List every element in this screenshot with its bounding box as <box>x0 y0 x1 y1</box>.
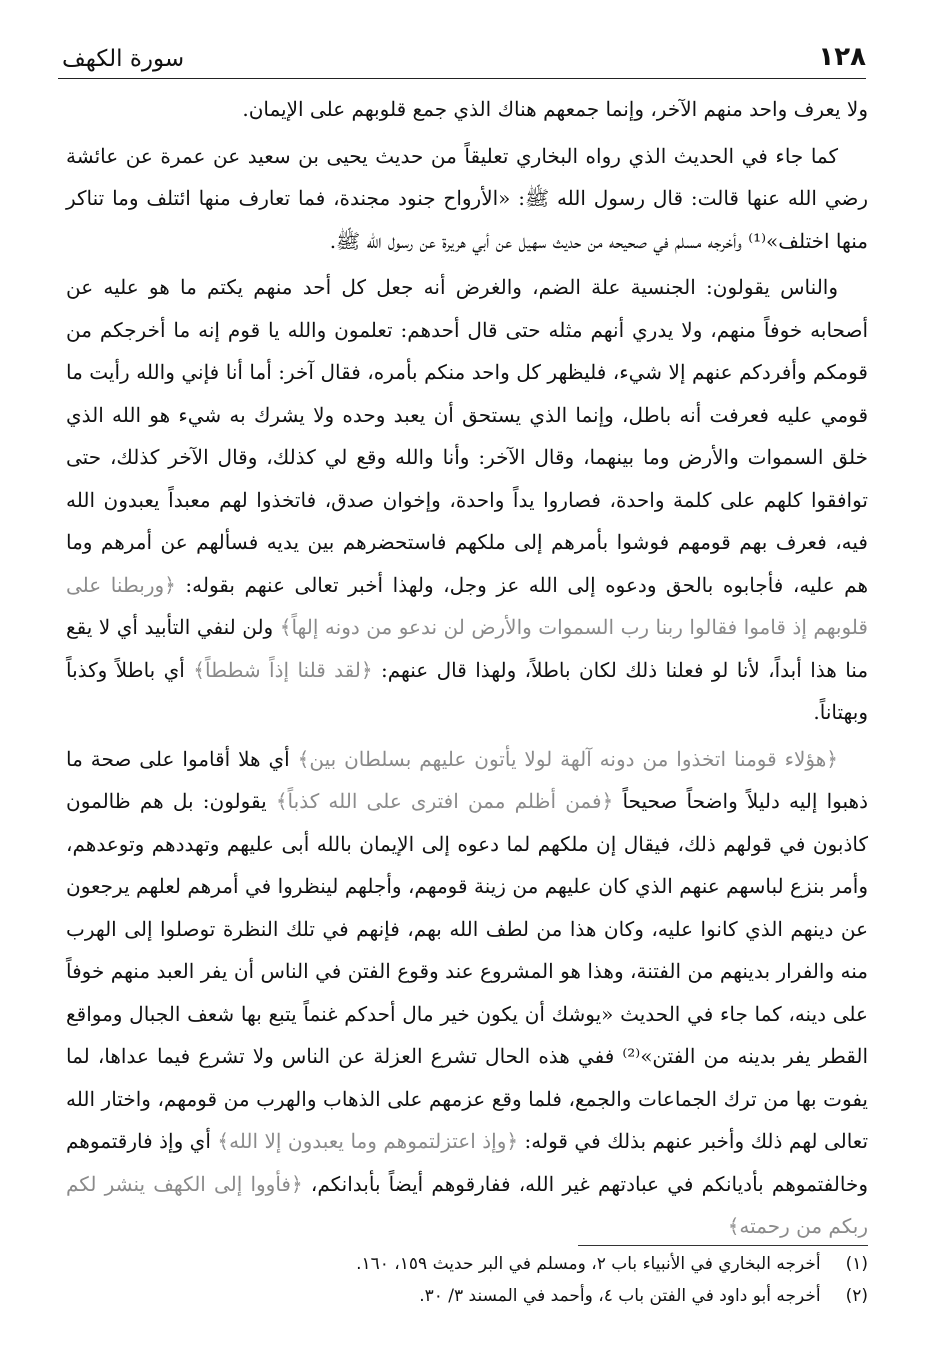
quran-quote: ﴿وربطنا على قلوبهم إذ قاموا فقالوا ربنا رب السموات والأرض لن ندعو من دونه إلهاً﴾ <box>66 572 868 639</box>
main-text <box>66 88 868 1252</box>
paragraph-4-text-b: يقولون: بل هم ظالمون كاذبون في قولهم ذلك، فيقال إن ملكهم لما دعوه إلى الإيمان بالله أبى عليهم وتهددهم وتوعدهم، وأمر بنزع لباسهم عنهم الذي كان عليهم من زينة قومهم، وأجلهم لينظروا في أمرهم لعلهم يرجعون عن دينهم الذي كانوا عليه، وكان هذا من لطف الله بهم، فإنهم في تلك النظرة توصلوا إلى الهرب منه والفرار بدينهم من الفتنة، وهذا هو المشروع عند وقوع الفتن في الناس أن يفر العبد منهم خوفاً على دينه، كما جاء في الحديث «يوشك أن يكون خير مال أحدكم غنماً يتبع بها شعف الجبال ومواقع القطر يفر بدينه من الفتن»⁽²⁾ ففي هذه الحال تشرع العزلة عن الناس ولا تشرع فيما عداها، لما يفوت بها من ترك الجماعات والجمع، فلما وقع عزمهم على الذهاب والهرب من قومهم، واختار الله تعالى لهم ذلك وأخبر عنهم بذلك في قوله: <box>66 789 869 1153</box>
footnote-2 <box>64 1280 868 1312</box>
surah-title: سورة الكهف <box>62 46 185 72</box>
footnote-number: (٢) <box>845 1286 868 1306</box>
paragraph-2-text: كما جاء في الحديث الذي رواه البخاري تعليقاً من حديث يحيى بن سعيد عن عمرة عن عائشة رضي الله عنها قالت: قال رسول الله ﷺ: «الأرواح جنود مجندة، فما تعارف منها ائتلف وما تناكر منها اختلف»⁽¹⁾ وأخرجه مسلم في صحيحه من حديث سهيل عن أبي هريرة عن رسول الله ﷺ. <box>66 143 868 253</box>
paragraph-4 <box>66 738 868 1248</box>
quran-quote: ﴿وإذ اعتزلتموهم وما يعبدون إلا الله﴾ <box>217 1129 519 1153</box>
footnotes <box>64 1245 868 1312</box>
page-header <box>58 40 866 79</box>
quran-quote: ﴿فمن أظلم ممن افترى على الله كذباً﴾ <box>275 789 614 813</box>
paragraph-3-text-c: أي باطلاً وكذباً وبهتاناً. <box>66 657 868 724</box>
quran-quote: ﴿لقد قلنا إذاً شططاً﴾ <box>193 657 373 682</box>
footnote-number: (١) <box>845 1254 868 1274</box>
quran-quote: ﴿فأووا إلى الكهف ينشر لكم ربكم من رحمته﴾ <box>66 1171 868 1238</box>
paragraph-1-text: ولا يعرف واحد منهم الآخر، وإنما جمعهم هناك الذي جمع قلوبهم على الإيمان. <box>242 97 868 121</box>
paragraph-4-text-c: أي وإذ فارقتموهم وخالفتموهم بأديانكم في عبادتهم غير الله، ففارقوهم أيضاً بأبدانكم، <box>66 1129 869 1196</box>
paragraph-4-text-a: أي هلا أقاموا على صحة ما ذهبوا إليه دليلاً واضحاً صحيحاً <box>66 746 868 813</box>
footnote-text: أخرجه أبو داود في الفتن باب ٤، وأحمد في المسند ٣/ ٣٠. <box>419 1286 821 1306</box>
paragraph-3-text-b: ولن لنفي التأبيد أي لا يقع منا هذا أبداً، لأنا لو فعلنا ذلك لكان باطلاً، ولهذا قال عنهم: <box>66 615 869 682</box>
footnote-1 <box>64 1248 868 1280</box>
footnote-divider <box>578 1245 868 1246</box>
page-number: ١٢٨ <box>818 42 866 72</box>
paragraph-3 <box>66 266 868 734</box>
paragraph-3-text-a: والناس يقولون: الجنسية علة الضم، والغرض أنه جعل كل أحد منهم يكتم ما هو عليه عن أصحابه خوفاً منهم، ولا يدري أنهم مثله حتى قال أحدهم: تعلمون والله يا قوم إنه ما أخرجكم من قومكم وأفردكم عنهم إلا شيء، فليظهر كل واحد منكم بأمره، فقال آخر: أما أنا فإني والله رأيت ما قومي عليه فعرفت أنه باطل، وإنما الذي يستحق أن يعبد وحده ولا يشرك به شيء هو الله الذي خلق السموات والأرض وما بينهما، وقال الآخر: وأنا والله وقع لي كذلك، وقال الآخر كذلك، حتى توافقوا كلهم على كلمة واحدة، فصاروا يداً واحدة، وإخوان صدق، فاتخذوا لهم معبداً يعبدون الله فيه، فعرف بهم قومهم فوشوا بأمرهم إلى ملكهم فاستحضرهم بين يديه فسألهم عن أمرهم وما هم عليه، فأجابوه بالحق ودعوه إلى الله عز وجل، ولهذا أخبر تعالى عنهم بقوله: <box>66 275 869 597</box>
footnote-text: أخرجه البخاري في الأنبياء باب ٢، ومسلم في البر حديث ١٥٩، ١٦٠. <box>356 1254 821 1274</box>
paragraph-2 <box>66 135 868 263</box>
paragraph-1 <box>66 88 868 131</box>
quran-quote: ﴿هؤلاء قومنا اتخذوا من دونه آلهة لولا يأتون عليهم بسلطان بين﴾ <box>297 746 839 771</box>
